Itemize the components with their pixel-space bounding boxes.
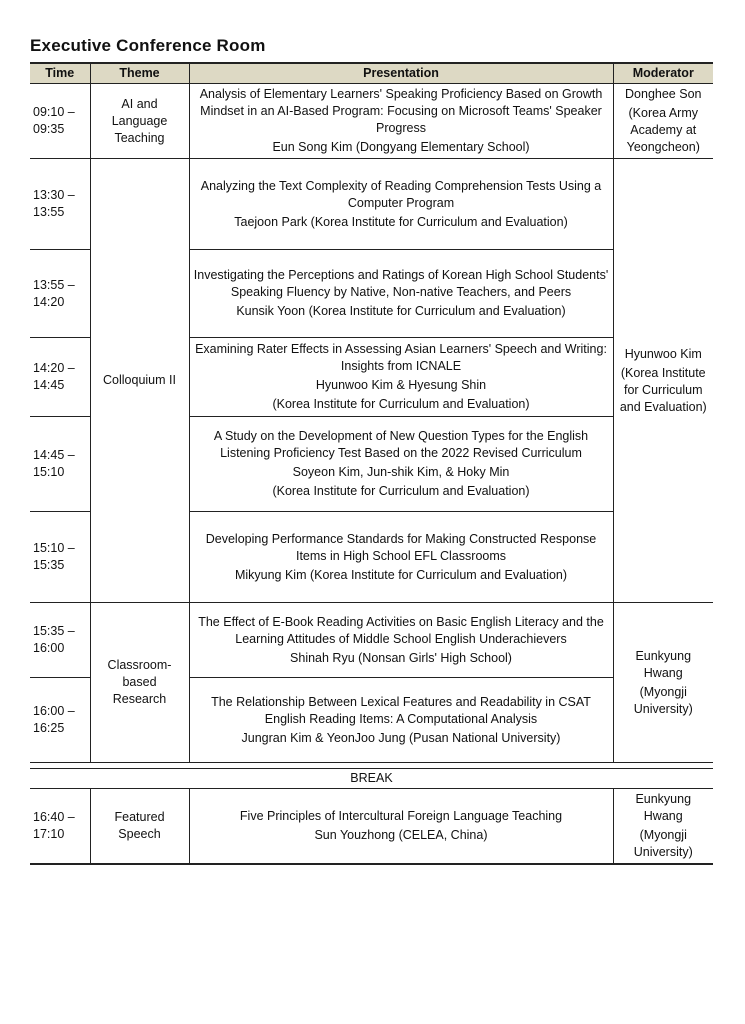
moderator-name: Eunkyung Hwang (635, 648, 692, 680)
moderator-affiliation: (Myongji University) (633, 684, 693, 716)
time-cell: 09:10 – 09:35 (30, 84, 90, 159)
presentation-cell (189, 417, 613, 512)
schedule-table (30, 62, 713, 865)
time-cell: 16:40 – 17:10 (30, 789, 90, 864)
presentation-authors: Taejoon Park (Korea Institute for Curriculum and Evaluation) (234, 214, 568, 229)
moderator-cell (613, 159, 713, 603)
moderator-cell (613, 84, 713, 159)
presentation-title: Developing Performance Standards for Making Constructed Response Items in High School EFL Classrooms (205, 531, 597, 563)
presentation-authors: Sun Youzhong (CELEA, China) (314, 827, 488, 842)
break-label: BREAK (30, 769, 713, 789)
presentation-title: Analysis of Elementary Learners' Speaking Proficiency Based on Growth Mindset in an AI-Based Program: Focusing on Microsoft Teams' Speaker Progress (199, 87, 603, 135)
presentation-title: A Study on the Development of New Question Types for the English Listening Proficiency Test Based on the 2022 Revised Curriculum (213, 429, 589, 460)
time-cell: 15:10 – 15:35 (30, 512, 90, 603)
presentation-cell (189, 159, 613, 250)
theme-cell: Featured Speech (90, 789, 189, 864)
presentation-affiliation: (Korea Institute for Curriculum and Evaluation) (272, 484, 530, 498)
presentation-cell (189, 789, 613, 864)
presentation-authors: Jungran Kim & YeonJoo Jung (Pusan National University) (241, 730, 561, 745)
header-theme: Theme (90, 63, 189, 84)
presentation-title: The Relationship Between Lexical Features and Readability in CSAT English Reading Items: A Computational Analysis (211, 694, 591, 726)
page-title: Executive Conference Room (30, 36, 266, 55)
presentation-cell (189, 338, 613, 417)
moderator-cell (613, 789, 713, 864)
presentation-cell (189, 603, 613, 678)
presentation-authors: Kunsik Yoon (Korea Institute for Curriculum and Evaluation) (236, 304, 566, 318)
moderator-affiliation: (Korea Army Academy at Yeongcheon) (626, 106, 700, 154)
presentation-cell (189, 512, 613, 603)
table-row (30, 603, 713, 678)
theme-cell: Classroom- based Research (90, 603, 189, 763)
presentation-authors: Shinah Ryu (Nonsan Girls' High School) (290, 650, 512, 665)
presentation-title: Investigating the Perceptions and Ratings of Korean High School Students' Speaking Fluency by Native, Non-native Teachers, and Peers (193, 268, 609, 299)
presentation-authors: Mikyung Kim (Korea Institute for Curriculum and Evaluation) (234, 567, 568, 582)
time-cell: 16:00 – 16:25 (30, 678, 90, 763)
presentation-cell (189, 84, 613, 159)
presentation-authors: Eun Song Kim (Dongyang Elementary School) (272, 140, 530, 154)
time-cell: 13:30 – 13:55 (30, 159, 90, 250)
theme-cell: Colloquium II (90, 159, 189, 603)
presentation-title: Analyzing the Text Complexity of Reading Comprehension Tests Using a Computer Program (200, 178, 602, 210)
moderator-name: Eunkyung Hwang (635, 791, 692, 823)
table-row (30, 789, 713, 864)
moderator-affiliation: (Myongji University) (633, 827, 693, 859)
presentation-cell (189, 678, 613, 763)
moderator-affiliation: (Korea Institute for Curriculum and Evaluation) (619, 365, 707, 414)
table-row (30, 159, 713, 250)
moderator-name: Hyunwoo Kim (624, 346, 702, 361)
theme-cell: AI and Language Teaching (90, 84, 189, 159)
presentation-affiliation: (Korea Institute for Curriculum and Evaluation) (272, 397, 530, 411)
presentation-authors: Soyeon Kim, Jun-shik Kim, & Hoky Min (292, 465, 510, 479)
time-cell: 15:35 – 16:00 (30, 603, 90, 678)
moderator-cell (613, 603, 713, 763)
moderator-name: Donghee Son (625, 87, 702, 101)
presentation-title: Five Principles of Intercultural Foreign Language Teaching (239, 808, 563, 823)
presentation-cell (189, 250, 613, 338)
time-cell: 14:45 – 15:10 (30, 417, 90, 512)
header-moderator: Moderator (613, 63, 713, 84)
break-row (30, 769, 713, 789)
header-row (30, 63, 713, 84)
header-presentation: Presentation (189, 63, 613, 84)
presentation-title: The Effect of E-Book Reading Activities on Basic English Literacy and the Learning Attitudes of Middle School English Underachievers (198, 614, 604, 646)
time-cell: 13:55 – 14:20 (30, 250, 90, 338)
time-cell: 14:20 – 14:45 (30, 338, 90, 417)
header-time: Time (30, 63, 90, 84)
presentation-authors: Hyunwoo Kim & Hyesung Shin (315, 378, 487, 392)
table-row (30, 84, 713, 159)
presentation-title: Examining Rater Effects in Assessing Asian Learners' Speech and Writing: Insights from ICNALE (195, 342, 607, 373)
